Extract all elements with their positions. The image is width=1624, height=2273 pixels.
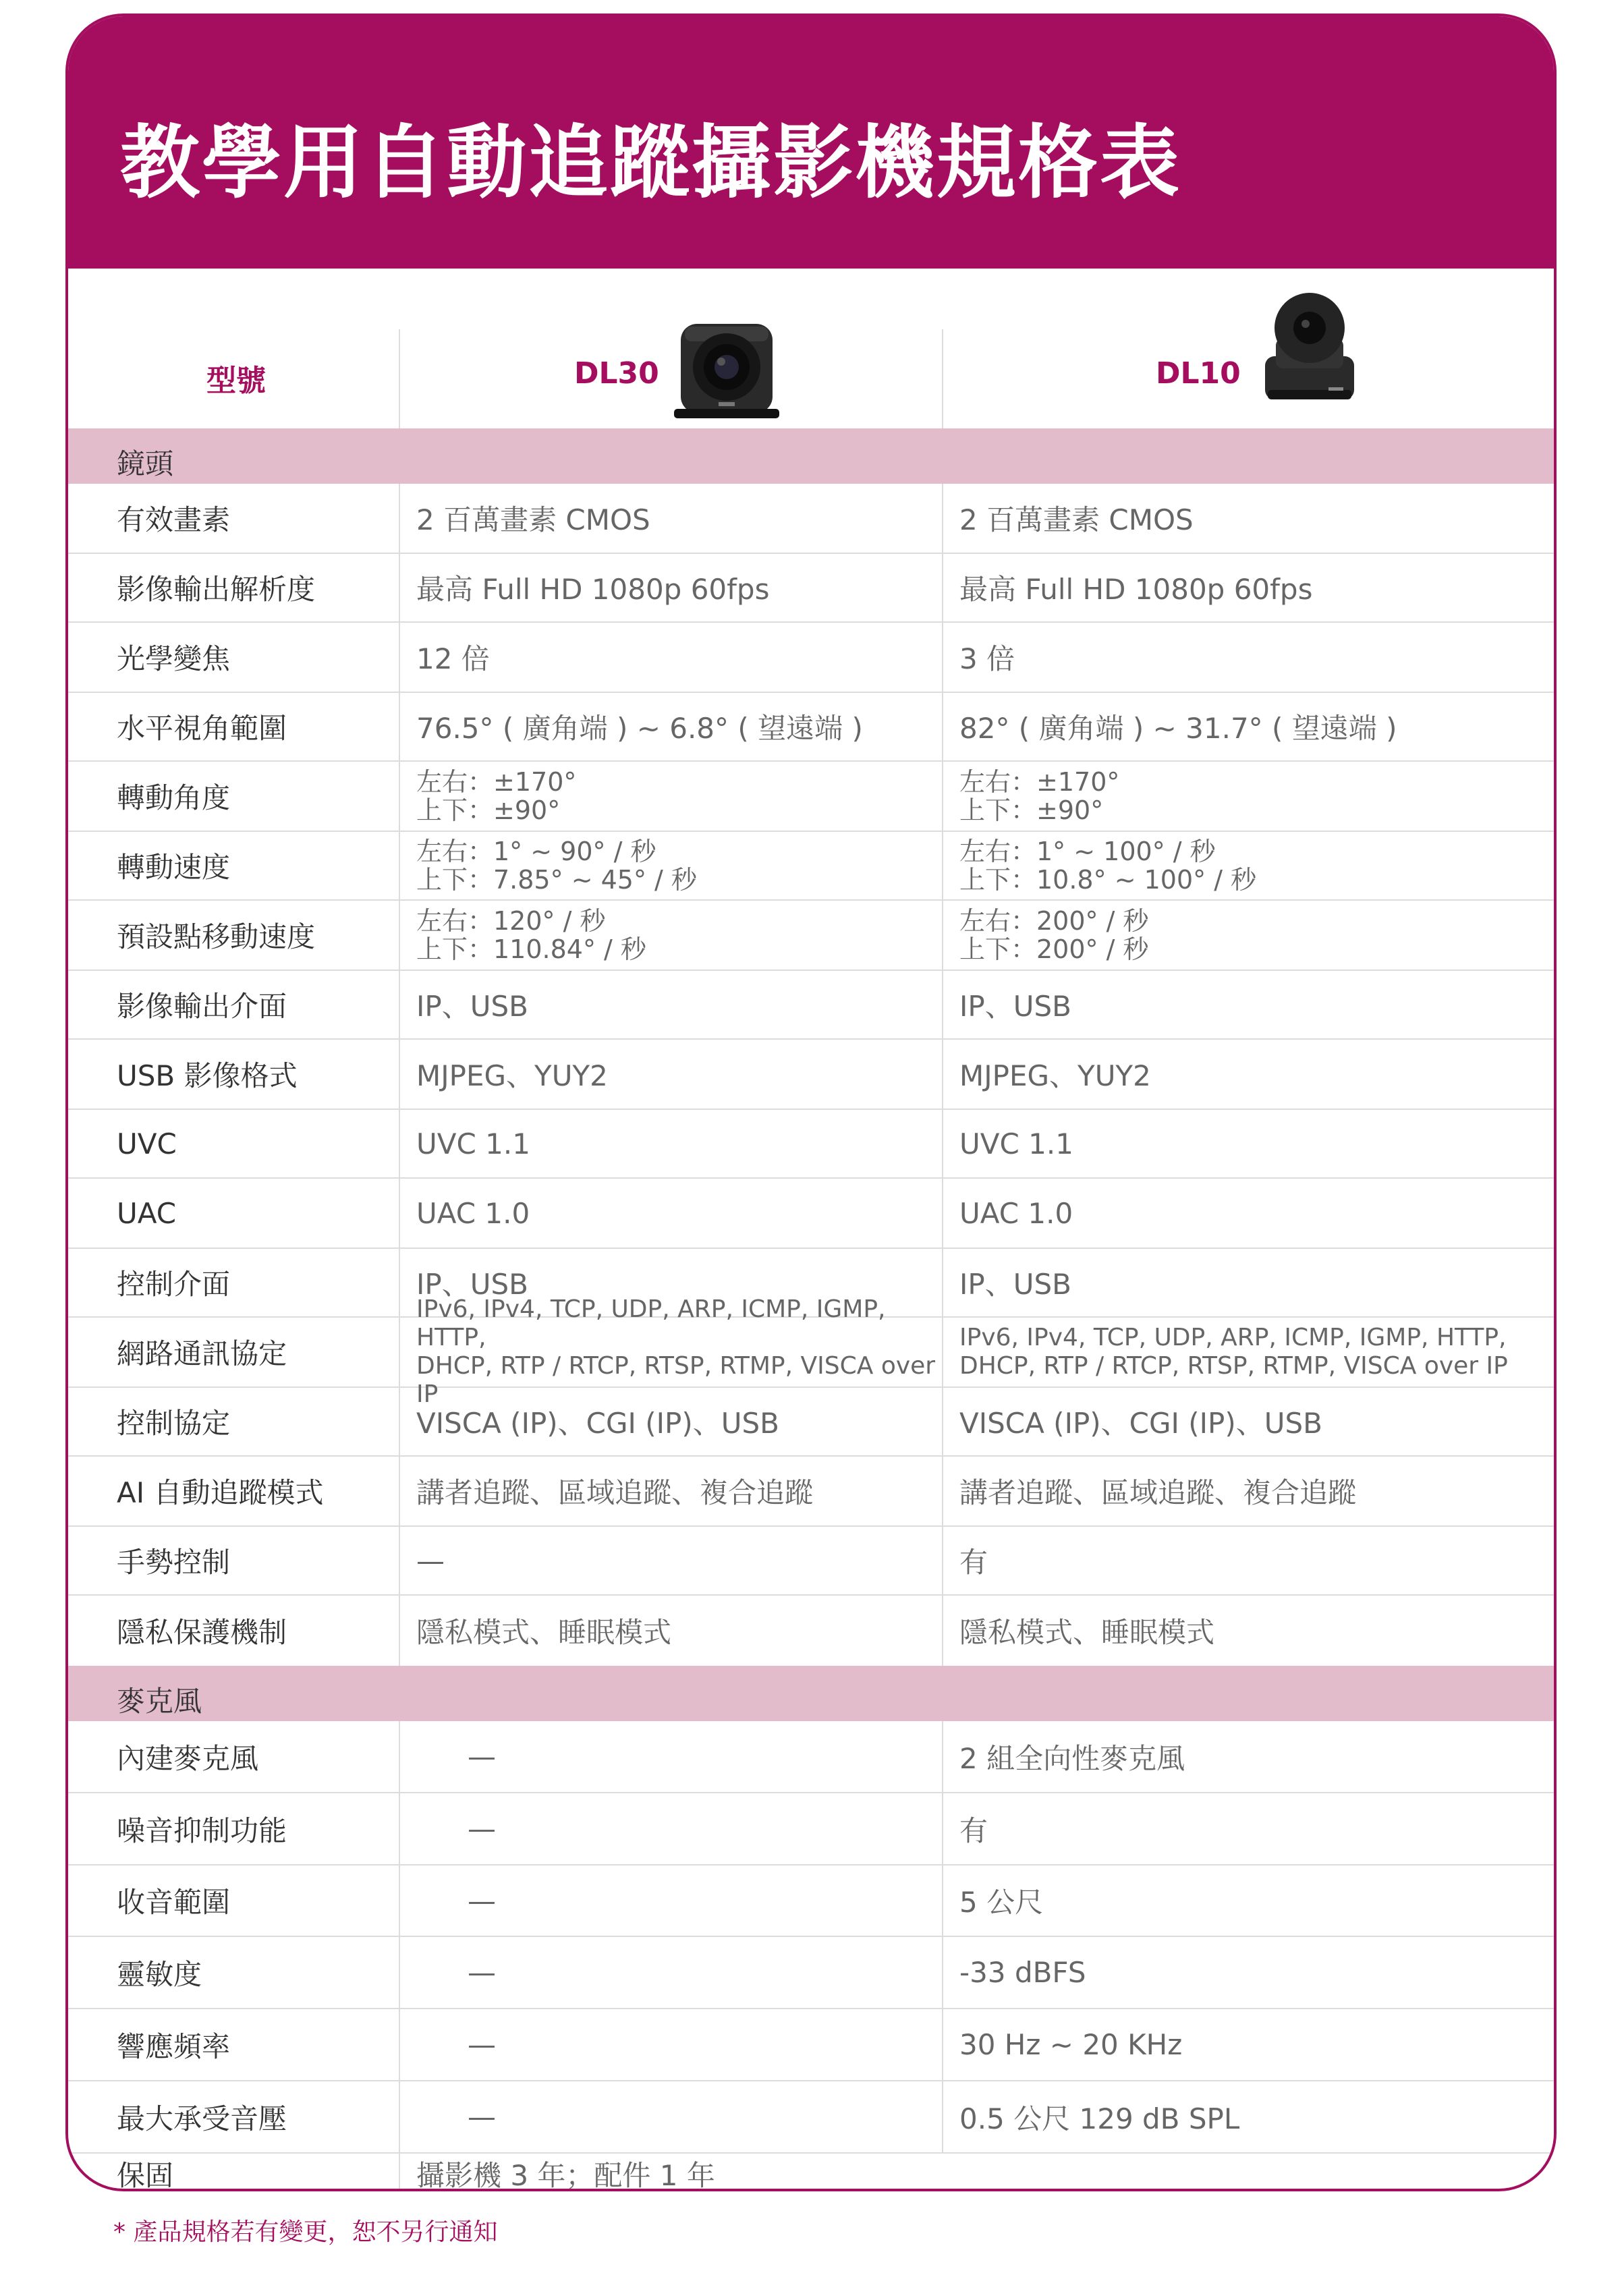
- table-row: [68, 623, 1554, 693]
- dl10-value: 82° ( 廣角端 ) ~ 31.7° ( 望遠端 ): [942, 693, 1557, 760]
- table-row: [68, 554, 1554, 623]
- dl30-value: 左右：120° / 秒 上下：110.84° / 秒: [399, 901, 942, 970]
- dl30-value: —: [399, 2081, 942, 2152]
- table-row: [68, 1295, 1554, 1408]
- spec-name: 保固: [117, 2159, 174, 2191]
- table-row: [68, 1793, 1554, 1865]
- dl10-value: 2 組全向性麥克風: [942, 1721, 1557, 1792]
- spec-name: 轉動速度: [117, 851, 231, 884]
- table-row: [68, 693, 1554, 762]
- table-row: [68, 2081, 1554, 2154]
- dl30-value: VISCA (IP)、CGI (IP)、USB: [399, 1388, 942, 1455]
- table-row: [68, 1457, 1554, 1527]
- spec-name: UAC: [117, 1196, 177, 1230]
- dl30-value: —: [399, 1527, 942, 1594]
- spec-name: 最大承受音壓: [117, 2102, 287, 2135]
- model-dl10-label: DL10: [1156, 356, 1241, 391]
- dl30-value: UAC 1.0: [399, 1179, 942, 1247]
- spec-name: 網路通訊協定: [117, 1337, 287, 1370]
- warranty-value: 攝影機 3 年；配件 1 年: [399, 2154, 942, 2191]
- spec-name: UVC: [117, 1127, 177, 1160]
- spec-card: [65, 13, 1557, 2191]
- dl10-value: -33 dBFS: [942, 1937, 1557, 2008]
- table-row: [68, 1596, 1554, 1666]
- table-row: [68, 971, 1554, 1040]
- section-lens-label: 鏡頭: [117, 447, 174, 480]
- table-row: [68, 762, 1554, 832]
- spec-name: USB 影像格式: [117, 1059, 298, 1092]
- table-row: [68, 832, 1554, 901]
- spec-name: 靈敏度: [117, 1957, 202, 1991]
- table-row: [68, 1179, 1554, 1249]
- spec-name: AI 自動追蹤模式: [117, 1476, 324, 1509]
- dl30-value: IPv6, IPv4, TCP, UDP, ARP, ICMP, IGMP, HTTP, DHCP, RTP / RTCP, RTSP, RTMP, VISCA over IP: [399, 1318, 942, 1386]
- section-mic: [68, 1666, 1554, 1721]
- dl10-value: UAC 1.0: [942, 1179, 1557, 1247]
- dl10-value: 30 Hz ~ 20 KHz: [942, 2009, 1557, 2080]
- spec-name: 噪音抑制功能: [117, 1814, 287, 1847]
- dl30-value: 隱私模式、睡眠模式: [399, 1596, 942, 1666]
- dl30-value: —: [399, 2009, 942, 2080]
- table-row: [68, 484, 1554, 554]
- dl30-value: 講者追蹤、區域追蹤、複合追蹤: [399, 1457, 942, 1525]
- table-row: [68, 901, 1554, 971]
- spec-name: 水平視角範圍: [117, 712, 287, 745]
- column-divider: [942, 329, 943, 428]
- dl10-value: 最高 Full HD 1080p 60fps: [942, 554, 1557, 621]
- table-row: [68, 1937, 1554, 2009]
- section-lens: [68, 428, 1554, 484]
- section-mic-label: 麥克風: [117, 1685, 202, 1718]
- spec-name: 隱私保護機制: [117, 1616, 287, 1649]
- dl30-value: 12 倍: [399, 623, 942, 692]
- spec-name: 控制介面: [117, 1268, 231, 1301]
- dl10-value: 5 公尺: [942, 1865, 1557, 1936]
- dl30-value: 左右：1° ~ 90° / 秒 上下：7.85° ~ 45° / 秒: [399, 832, 942, 899]
- disclaimer-note: * 產品規格若有變更，恕不另行通知: [113, 2218, 498, 2246]
- dl10-value: UVC 1.1: [942, 1110, 1557, 1177]
- spec-name: 影像輸出解析度: [117, 573, 316, 606]
- table-row: [68, 2154, 1554, 2191]
- dl30-value: IP、USB: [399, 971, 942, 1038]
- spec-name: 內建麥克風: [117, 1741, 259, 1775]
- dl10-value: 有: [942, 1527, 1557, 1594]
- page-title: 教學用自動追蹤攝影機規格表: [120, 116, 1182, 209]
- dl30-value: —: [399, 1937, 942, 2008]
- dl10-value: 0.5 公尺 129 dB SPL: [942, 2081, 1557, 2152]
- dl30-value: —: [399, 1721, 942, 1792]
- spec-name: 手勢控制: [117, 1546, 231, 1579]
- spec-name: 響應頻率: [117, 2029, 231, 2063]
- model-dl30-label: DL30: [574, 356, 659, 391]
- model-header-row: [68, 269, 1554, 430]
- dl10-value: 2 百萬畫素 CMOS: [942, 484, 1557, 553]
- dl30-value: 左右：±170° 上下：±90°: [399, 762, 942, 831]
- dl30-value: 最高 Full HD 1080p 60fps: [399, 554, 942, 621]
- dl30-value: IP、USB: [399, 1249, 942, 1316]
- table-row: [68, 2009, 1554, 2081]
- spec-name: 光學變焦: [117, 642, 231, 675]
- model-label: 型號: [206, 364, 266, 398]
- dl10-value: 有: [942, 1793, 1557, 1864]
- spec-name: 有效畫素: [117, 503, 231, 536]
- dl10-value: MJPEG、YUY2: [942, 1040, 1557, 1109]
- dl30-value: 76.5° ( 廣角端 ) ~ 6.8° ( 望遠端 ): [399, 693, 942, 760]
- column-divider: [399, 329, 400, 428]
- spec-name: 控制協定: [117, 1407, 231, 1440]
- dl10-value: 左右：1° ~ 100° / 秒 上下：10.8° ~ 100° / 秒: [942, 832, 1557, 899]
- table-row: [68, 1527, 1554, 1596]
- spec-name: 影像輸出介面: [117, 990, 287, 1023]
- header-banner: [68, 16, 1554, 269]
- dl30-value: MJPEG、YUY2: [399, 1040, 942, 1109]
- dl10-value: IP、USB: [942, 1249, 1557, 1316]
- dl10-value: 3 倍: [942, 623, 1557, 692]
- dl10-value: IP、USB: [942, 971, 1557, 1038]
- spec-name: 轉動角度: [117, 781, 231, 814]
- dl10-value: 左右：±170° 上下：±90°: [942, 762, 1557, 831]
- dl10-value: 隱私模式、睡眠模式: [942, 1596, 1557, 1666]
- dl10-camera-image: [1256, 289, 1364, 403]
- table-row: [68, 1865, 1554, 1937]
- table-row: [68, 1388, 1554, 1457]
- dl30-value: 2 百萬畫素 CMOS: [399, 484, 942, 553]
- dl10-value: IPv6, IPv4, TCP, UDP, ARP, ICMP, IGMP, HTTP, DHCP, RTP / RTCP, RTSP, RTMP, VISCA over IP: [942, 1318, 1557, 1386]
- dl10-value: 講者追蹤、區域追蹤、複合追蹤: [942, 1457, 1557, 1525]
- table-row: [68, 1040, 1554, 1110]
- dl30-value: UVC 1.1: [399, 1110, 942, 1177]
- table-row: [68, 1721, 1554, 1793]
- dl10-value: 左右：200° / 秒 上下：200° / 秒: [942, 901, 1557, 970]
- dl30-value: —: [399, 1793, 942, 1864]
- dl30-value: —: [399, 1865, 942, 1936]
- dl30-camera-image: [674, 310, 779, 418]
- dl10-value: VISCA (IP)、CGI (IP)、USB: [942, 1388, 1557, 1455]
- spec-name: 預設點移動速度: [117, 920, 316, 953]
- spec-name: 收音範圍: [117, 1886, 231, 1919]
- table-row: [68, 1110, 1554, 1179]
